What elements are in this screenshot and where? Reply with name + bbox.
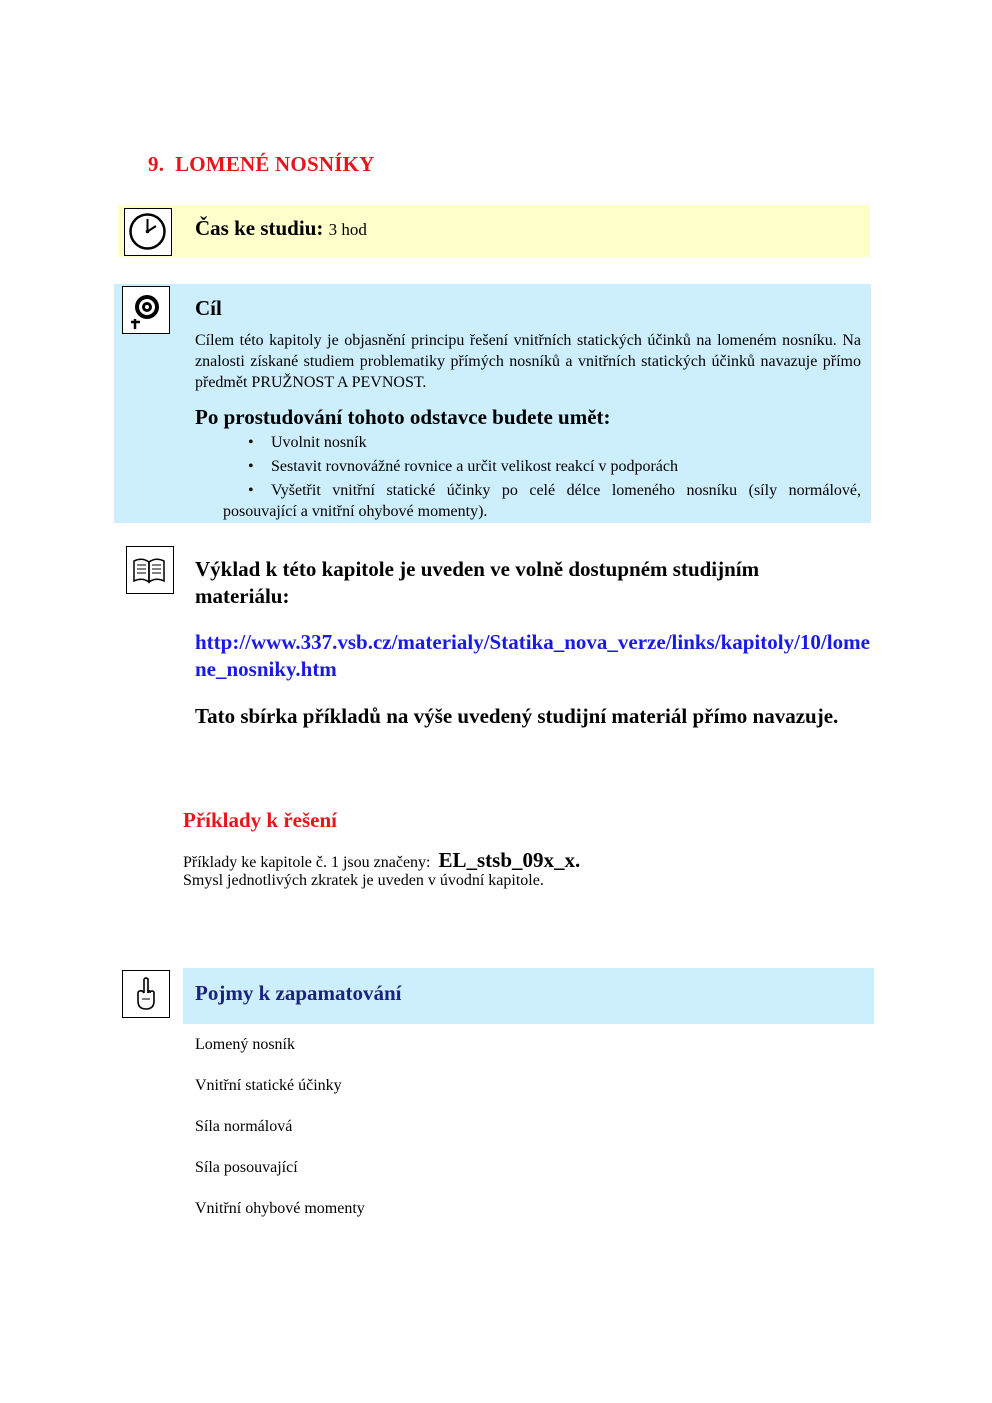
- term-item: Lomený nosník: [195, 1036, 295, 1053]
- list-item: • Vyšetřit vnitřní statické účinky po celé délce lomeného nosníku (síly normálové, posouvající a vnitřní ohybové momenty).: [223, 482, 861, 520]
- examples-title: Příklady k řešení: [183, 808, 338, 832]
- study-material-link[interactable]: http://www.337.vsb.cz/materialy/Statika_nova_verze/links/kapitoly/10/lomene_nosniky.htm: [195, 630, 870, 681]
- clock-icon: [124, 208, 172, 256]
- study-time-value: 3 hod: [328, 220, 367, 239]
- pointing-finger-icon: [122, 970, 170, 1018]
- goal-text: Cílem této kapitoly je objasnění principu řešení vnitřních statických účinků na lomeném nosníku. Na znalosti získané studiem problematiky přímých nosníků a vnitřních statických účinků navazuje přímo předmět PRUŽNOST A PEVNOST.: [195, 332, 861, 391]
- examples-line-1: Příklady ke kapitole č. 1 jsou značeny: EL_stsb_09x_x.: [183, 848, 581, 872]
- target-icon: [122, 286, 170, 334]
- explanation-text: Výklad k této kapitole je uveden ve volně dostupném studijním materiálu:: [195, 557, 760, 608]
- term-item: Síla normálová: [195, 1118, 293, 1135]
- chapter-number: 9.: [148, 152, 165, 176]
- list-item: • Sestavit rovnovážné rovnice a určit velikost reakcí v podporách: [248, 458, 678, 475]
- explanation-note: Tato sbírka příkladů na výše uvedený studijní materiál přímo navazuje.: [195, 704, 839, 728]
- goal-bullets: [195, 432, 861, 522]
- book-icon: [126, 546, 174, 594]
- terms-title: Pojmy k zapamatování: [195, 981, 402, 1005]
- term-item: Vnitřní ohybové momenty: [195, 1200, 365, 1217]
- study-time-label: Čas ke studiu:: [195, 216, 324, 240]
- term-item: Vnitřní statické účinky: [195, 1077, 342, 1094]
- examples-code: EL_stsb_09x_x.: [438, 848, 581, 872]
- term-item: Síla posouvající: [195, 1159, 298, 1176]
- list-item: • Uvolnit nosník: [248, 434, 367, 451]
- chapter-heading: [148, 152, 374, 177]
- goal-title: Cíl: [195, 296, 222, 320]
- examples-line-2: Smysl jednotlivých zkratek je uveden v úvodní kapitole.: [183, 872, 544, 889]
- study-time: [195, 216, 367, 241]
- goal-after-title: Po prostudování tohoto odstavce budete umět:: [195, 405, 611, 429]
- chapter-title: LOMENÉ NOSNÍKY: [175, 152, 375, 176]
